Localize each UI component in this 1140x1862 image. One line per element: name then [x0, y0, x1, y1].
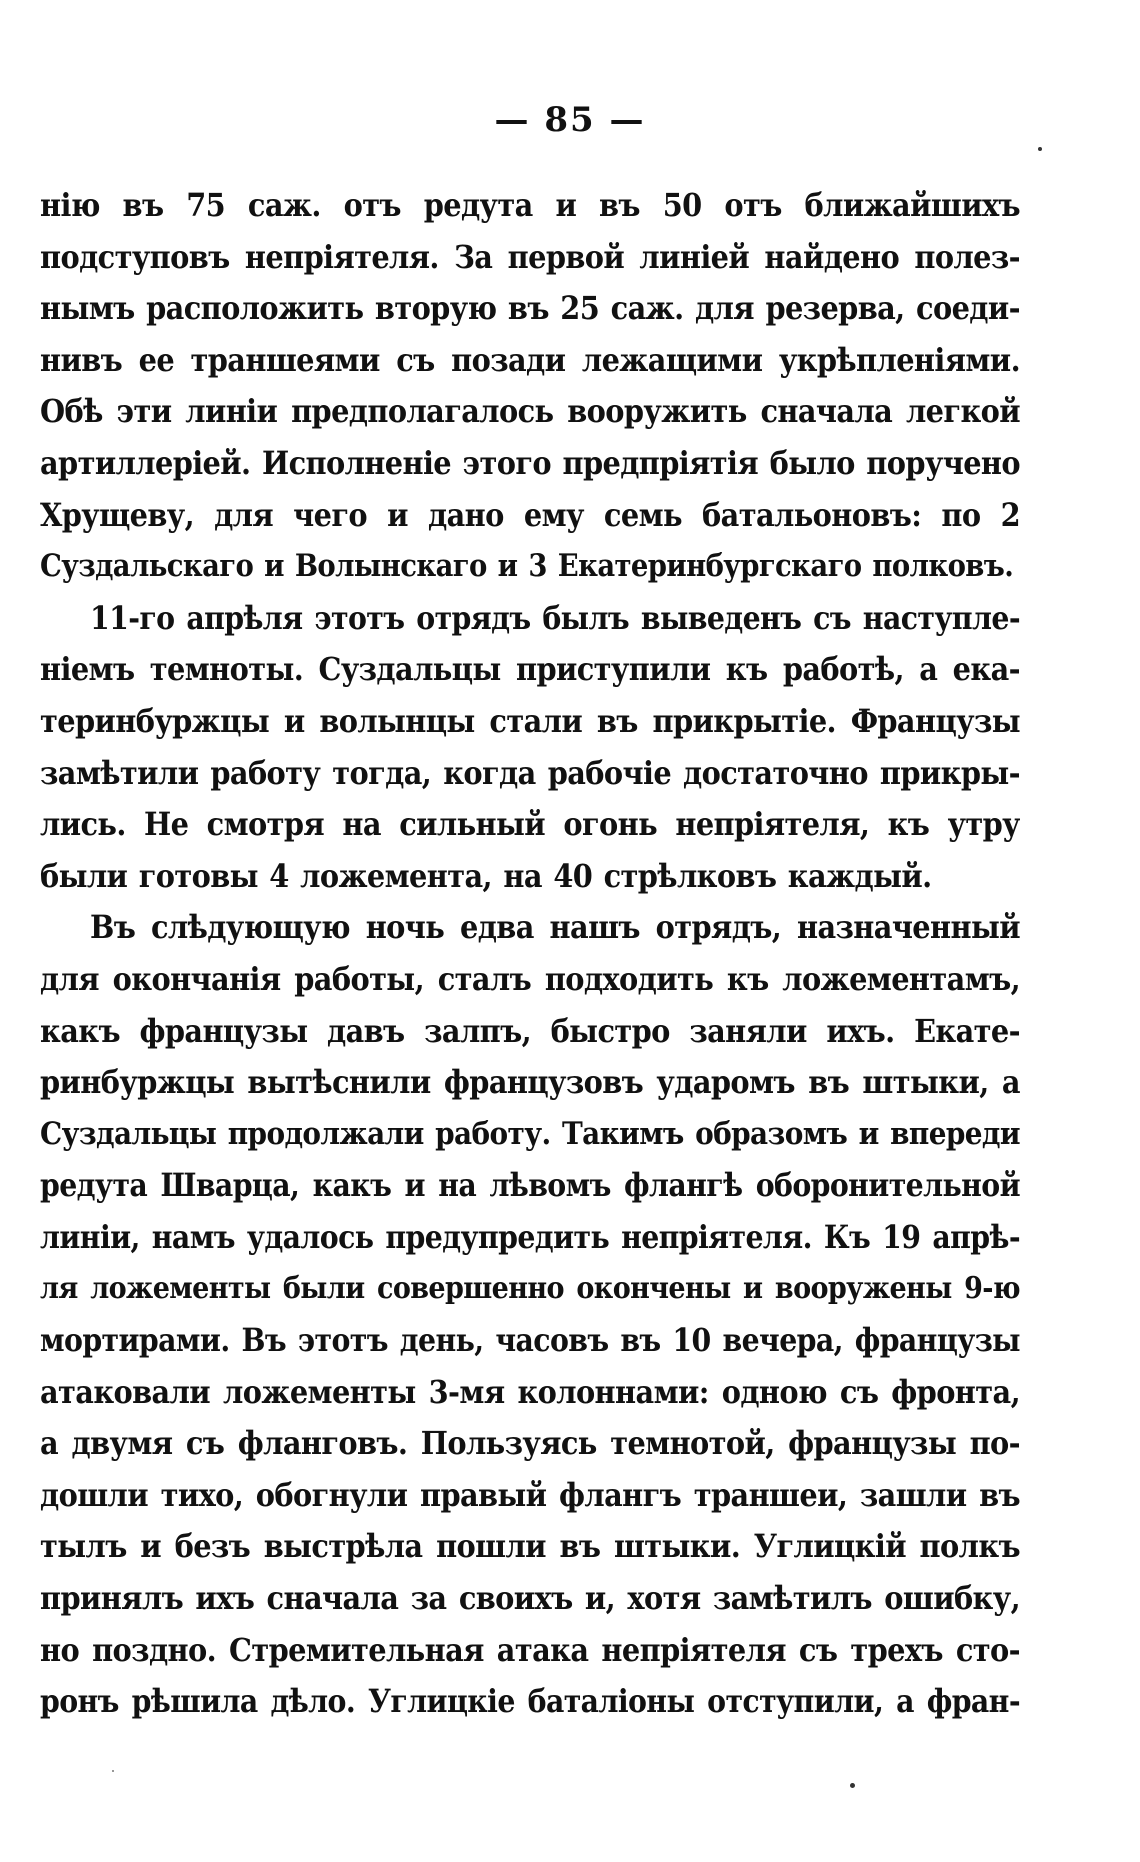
text-line: 11-го апрѣля этотъ отрядъ былъ выведенъ съ наступле-	[90, 599, 1020, 637]
body-text	[40, 180, 1020, 1728]
text-line: нію въ 75 саж. отъ редута и въ 50 отъ ближайшихъ	[40, 186, 1020, 224]
paragraph-1	[40, 180, 1020, 593]
text-line: нымъ расположить вторую въ 25 саж. для резерва, соеди-	[40, 289, 1020, 328]
text-line: артиллеріей. Исполненіе этого предпріятія было поручено	[40, 443, 1020, 482]
text-line: замѣтили работу тогда, когда рабочіе достаточно прикры-	[40, 753, 1020, 792]
text-line: Хрущеву, для чего и дано ему семь батальоновъ: по 2	[40, 495, 1020, 534]
text-line: принялъ ихъ сначала за своихъ и, хотя замѣтилъ ошибку,	[40, 1579, 1020, 1618]
text-line: Обѣ эти линіи предполагалось вооружить сначала легкой	[40, 392, 1020, 431]
print-speck	[112, 1770, 114, 1772]
text-line: какъ французы давъ залпъ, быстро заняли ихъ. Екате-	[40, 1011, 1020, 1050]
text-line: теринбуржцы и волынцы стали въ прикрытіе. Французы	[40, 701, 1020, 740]
print-speck	[850, 1783, 855, 1788]
text-line: а двумя съ фланговъ. Пользуясь темнотой, французы по-	[40, 1424, 1020, 1463]
page-number: — 85 —	[494, 100, 646, 140]
text-line: тылъ и безъ выстрѣла пошли въ штыки. Углицкій полкъ	[40, 1527, 1020, 1566]
text-line: мортирами. Въ этотъ день, часовъ въ 10 вечера, французы	[40, 1322, 1020, 1360]
text-line: но поздно. Стремительная атака непріятеля съ трехъ сто-	[40, 1630, 1020, 1669]
text-line: ринбуржцы вытѣснили французовъ ударомъ въ штыки, а	[40, 1063, 1020, 1102]
text-line: Въ слѣдующую ночь едва нашъ отрядъ, назначенный	[90, 908, 1020, 947]
paragraph-2	[40, 593, 1020, 903]
text-line: Суздальскаго и Волынскаго и 3 Екатеринбургскаго полковъ.	[40, 548, 1014, 585]
text-line: ля ложементы были совершенно окончены и вооружены 9-ю	[40, 1271, 1020, 1307]
text-line: были готовы 4 ложемента, на 40 стрѣлковъ каждый.	[40, 856, 932, 895]
text-line: ронъ рѣшила дѣло. Углицкіе баталіоны отступили, а фран-	[40, 1683, 1020, 1721]
text-line: дошли тихо, обогнули правый флангъ траншеи, зашли въ	[40, 1475, 1020, 1514]
text-line: лись. Не смотря на сильный огонь непріятеля, къ утру	[40, 805, 1020, 844]
text-line: подступовъ непріятеля. За первой линіей найдено полез-	[40, 237, 1020, 276]
paragraph-3	[40, 902, 1020, 1728]
text-line: редута Шварца, какъ и на лѣвомъ флангѣ оборонительной	[40, 1167, 1020, 1205]
text-line: для окончанія работы, сталъ подходить къ ложементамъ,	[40, 959, 1020, 998]
text-line: Суздальцы продолжали работу. Такимъ образомъ и впереди	[40, 1115, 1020, 1152]
text-line: атаковали ложементы 3-мя колоннами: одною съ фронта,	[40, 1372, 1020, 1411]
text-line: линіи, намъ удалось предупредить непріятеля. Къ 19 апрѣ-	[40, 1218, 1020, 1256]
text-line: нивъ ее траншеями съ позади лежащими укрѣпленіями.	[40, 340, 1020, 379]
print-speck	[1038, 147, 1042, 151]
text-line: ніемъ темноты. Суздальцы приступили къ работѣ, а ека-	[40, 650, 1020, 689]
